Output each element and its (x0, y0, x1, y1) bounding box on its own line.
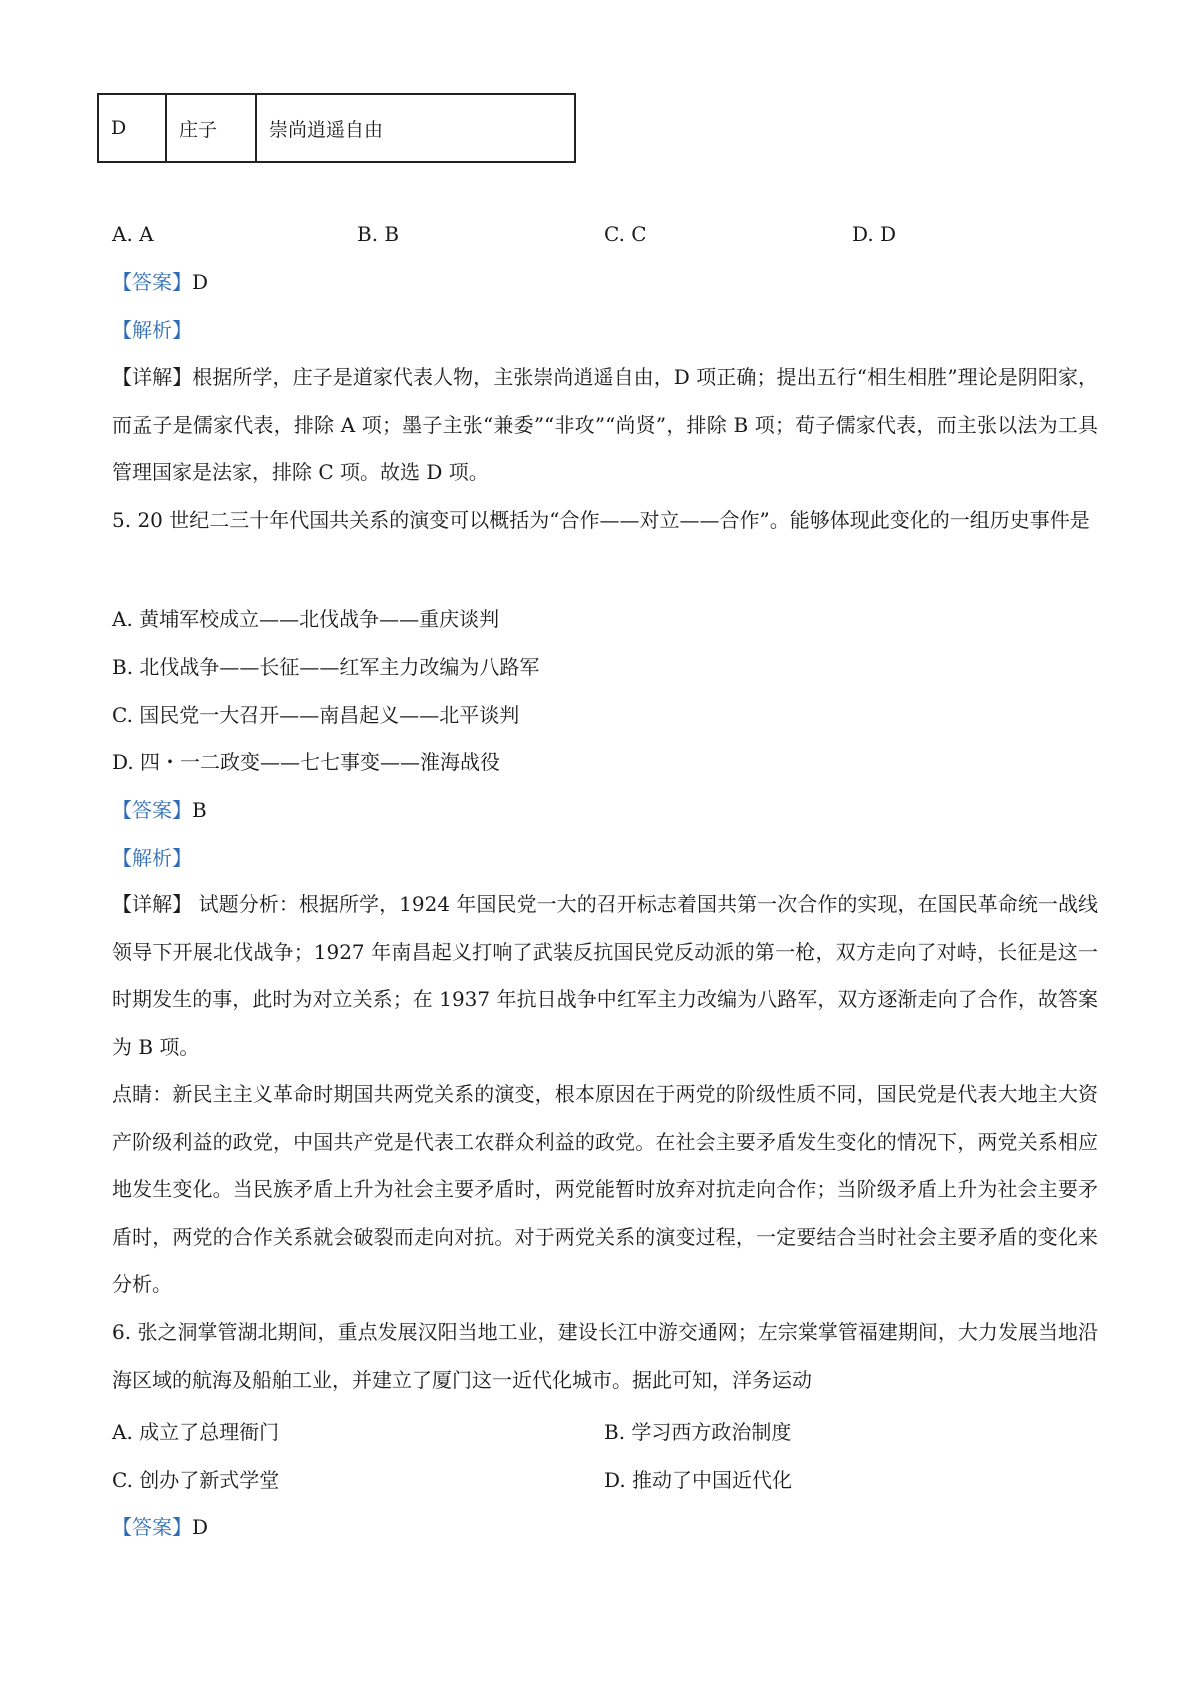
table-cell-person: 庄子 (166, 94, 256, 162)
answer-value: B (192, 798, 207, 822)
q5-option-c: C. 国民党一大召开——南昌起义——北平谈判 (112, 703, 520, 727)
table-cell-letter: D (98, 94, 166, 162)
q4-detail (112, 354, 1098, 497)
q5-option-d: D. 四・一二政变——七七事变——淮海战役 (112, 750, 501, 774)
answer-tag: 【答案】 (112, 270, 192, 294)
detail-text: 根据所学，庄子是道家代表人物，主张崇尚逍遥自由，D 项正确；提出五行“相生相胜”理论是阴阳家，而孟子是儒家代表，排除 A 项；墨子主张“兼委”“非攻”“尚贤”，排除 B 项；荀子儒家代表，而主张以法为工具管理国家是法家，排除 C 项。故选 D 项。 (112, 365, 1098, 484)
q5-comment: 点睛：新民主主义革命时期国共两党关系的演变，根本原因在于两党的阶级性质不同，国民党是代表大地主大资产阶级利益的政党，中国共产党是代表工农群众利益的政党。在社会主要矛盾发生变化的情况下，两党关系相应地发生变化。当民族矛盾上升为社会主要矛盾时，两党能暂时放弃对抗走向合作；当阶级矛盾上升为社会主要矛盾时，两党的合作关系就会破裂而走向对抗。对于两党关系的演变过程，一定要结合当时社会主要矛盾的变化来分析。 (112, 1082, 1098, 1296)
options-table (97, 93, 576, 163)
q6-option-b: B. 学习西方政治制度 (604, 1420, 792, 1444)
answer-value: D (192, 270, 209, 294)
answer-value: D (192, 1515, 209, 1539)
q5-analysis-tag: 【解析】 (112, 846, 192, 870)
q5-answer (112, 796, 207, 824)
detail-tag: 【详解】 (112, 892, 193, 916)
answer-tag: 【答案】 (112, 798, 192, 822)
q4-analysis-tag: 【解析】 (112, 318, 192, 342)
answer-tag: 【答案】 (112, 1515, 192, 1539)
q4-option-b: B. B (357, 222, 400, 246)
q4-option-a: A. A (112, 222, 154, 246)
q6-stem: 6. 张之洞掌管湖北期间，重点发展汉阳当地工业，建设长江中游交通网；左宗棠掌管福建期间，大力发展当地沿海区域的航海及船舶工业，并建立了厦门这一近代化城市。据此可知，洋务运动 (112, 1320, 1098, 1392)
detail-text: 试题分析：根据所学，1924 年国民党一大的召开标志着国共第一次合作的实现，在国民革命统一战线领导下开展北伐战争；1927 年南昌起义打响了武装反抗国民党反动派的第一枪，双方走向了对峙，长征是这一时期发生的事，此时为对立关系；在 1937 年抗日战争中红军主力改编为八路军，双方逐渐走向了合作，故答案为 B 项。 (112, 892, 1098, 1059)
table-cell-idea: 崇尚逍遥自由 (256, 94, 575, 162)
q4-option-d: D. D (852, 222, 897, 246)
q5-option-b: B. 北伐战争——长征——红军主力改编为八路军 (112, 655, 540, 679)
q4-answer (112, 268, 208, 296)
q5-detail (112, 881, 1098, 1071)
q4-option-c: C. C (604, 222, 647, 246)
q5-stem: 5. 20 世纪二三十年代国共关系的演变可以概括为“合作——对立——合作”。能够体现此变化的一组历史事件是 (112, 508, 1090, 532)
q6-answer (112, 1513, 208, 1541)
q5-option-a: A. 黄埔军校成立——北伐战争——重庆谈判 (112, 607, 500, 631)
q6-option-d: D. 推动了中国近代化 (604, 1468, 793, 1492)
detail-tag: 【详解】 (112, 365, 193, 389)
q6-option-a: A. 成立了总理衙门 (112, 1420, 280, 1444)
q6-option-c: C. 创办了新式学堂 (112, 1468, 280, 1492)
table-row (98, 94, 575, 162)
